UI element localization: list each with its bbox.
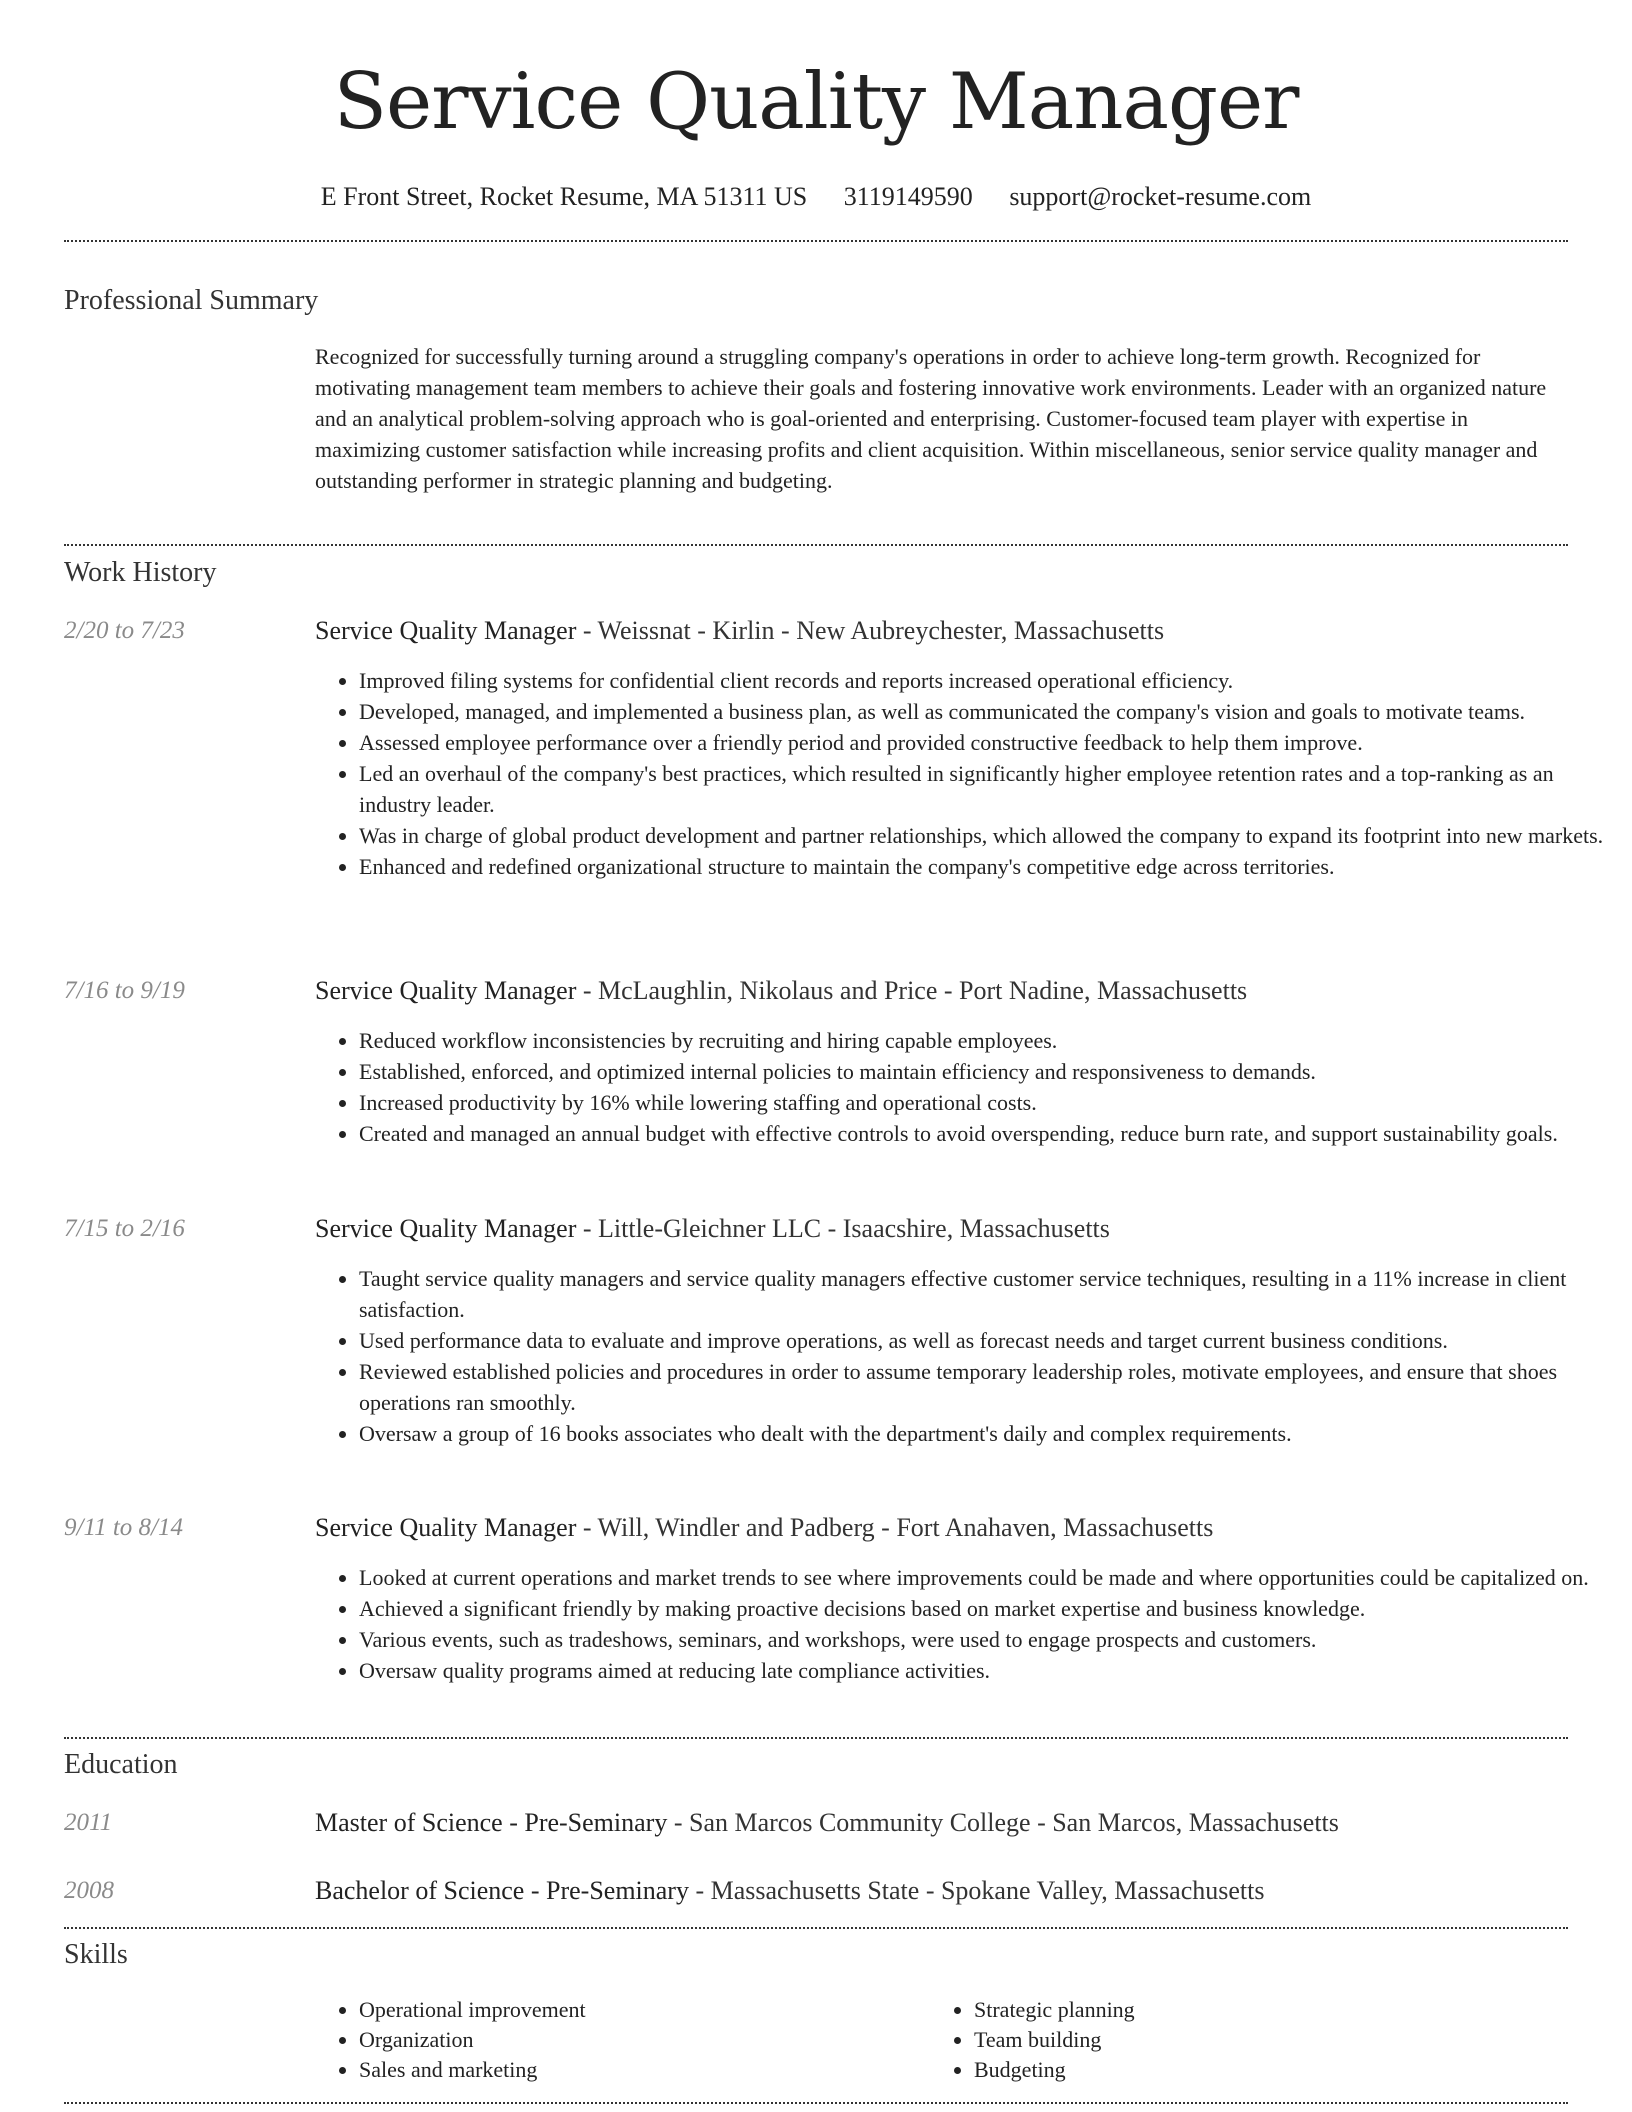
divider [64,1737,1568,1739]
job-dates: 7/16 to 9/19 [64,977,185,1004]
job-bullet: • Various events, such as tradeshows, seminars, and workshops, were used to engage prospects and customers. [359,1624,1609,1655]
job-employer: - Will, Windler and Padberg - Fort Anahaven, Massachusetts [576,1513,1214,1542]
contact-phone: 3119149590 [843,182,973,211]
summary-heading: Professional Summary [64,285,319,316]
job-employer: - Weissnat - Kirlin - New Aubreychester, Massachusetts [576,616,1165,645]
skill-item: • Sales and marketing [359,2055,919,2085]
education-year: 2011 [64,1809,113,1836]
job-employer: - McLaughlin, Nikolaus and Price - Port Nadine, Massachusetts [576,976,1248,1005]
job-role: Service Quality Manager [315,1214,577,1243]
divider [64,1927,1568,1929]
job-bullets [315,1562,1609,1686]
contact-line [0,180,1632,214]
job-title [315,1212,1110,1246]
job-bullets [315,665,1609,882]
job-bullet: • Used performance data to evaluate and improve operations, as well as forecast needs and target current business conditions. [359,1325,1609,1356]
job-bullet: • Led an overhaul of the company's best practices, which resulted in significantly higher employee retention rates and a top-ranking as an industry leader. [359,758,1609,820]
job-bullet: • Looked at current operations and market trends to see where improvements could be made and where opportunities could be capitalized on. [359,1562,1609,1593]
job-bullet: • Improved filing systems for confidential client records and reports increased operational efficiency. [359,665,1609,696]
job-bullet: • Reduced workflow inconsistencies by recruiting and hiring capable employees. [359,1025,1609,1056]
job-title [315,974,1247,1008]
job-role: Service Quality Manager [315,1513,577,1542]
job-bullet: • Oversaw a group of 16 books associates who dealt with the department's daily and complex requirements. [359,1418,1609,1449]
divider [64,240,1568,242]
job-bullet: • Enhanced and redefined organizational structure to maintain the company's competitive edge across territories. [359,851,1609,882]
contact-email: support@rocket-resume.com [1009,182,1312,211]
job-bullet: • Reviewed established policies and procedures in order to assume temporary leadership roles, motivate employees, and ensure that shoes operations ran smoothly. [359,1356,1609,1418]
job-bullet: • Established, enforced, and optimized internal policies to maintain efficiency and responsiveness to demands. [359,1056,1609,1087]
skill-item: • Operational improvement [359,1995,919,2025]
summary-text: Recognized for successfully turning around a struggling company's operations in order to achieve long-term growth. Recognized for motivating management team members to achieve their goals and fostering innovative work environments. Leader with an organized nature and an analytical problem-solving approach who is goal-oriented and enterprising. Customer-focused team player with expertise in maximizing customer satisfaction while increasing profits and client acquisition. Within miscellaneous, senior service quality manager and outstanding performer in strategic planning and budgeting. [315,344,1547,493]
contact-address: E Front Street, Rocket Resume, MA 51311 US [320,182,808,211]
divider [64,2102,1568,2104]
skill-item: • Team building [974,2025,1534,2055]
education-school: - Massachusetts State - Spokane Valley, Massachusetts [688,1876,1265,1905]
job-bullet: • Was in charge of global product development and partner relationships, which allowed the company to expand its footprint into new markets. [359,820,1609,851]
job-bullet: • Assessed employee performance over a friendly period and provided constructive feedback to help them improve. [359,727,1609,758]
skill-item: • Strategic planning [974,1995,1534,2025]
job-bullet: • Taught service quality managers and service quality managers effective customer service techniques, resulting in a 11% increase in client satisfaction. [359,1263,1609,1325]
job-bullet: • Created and managed an annual budget with effective controls to avoid overspending, reduce burn rate, and support sustainability goals. [359,1118,1609,1149]
education-degree: Bachelor of Science - Pre-Seminary [315,1876,689,1905]
education-title [315,1806,1339,1840]
job-bullet: • Achieved a significant friendly by making proactive decisions based on market expertise and business knowledge. [359,1593,1609,1624]
skill-item: • Organization [359,2025,919,2055]
resume-header [0,0,1632,214]
divider [64,544,1568,546]
skills-list-left [315,1995,919,2085]
education-school: - San Marcos Community College - San Marcos, Massachusetts [667,1808,1339,1837]
job-role: Service Quality Manager [315,976,577,1005]
job-title [315,614,1164,648]
job-bullets [315,1025,1609,1149]
job-role: Service Quality Manager [315,616,577,645]
job-employer: - Little-Gleichner LLC - Isaacshire, Massachusetts [576,1214,1110,1243]
job-title [315,1511,1213,1545]
job-dates: 7/15 to 2/16 [64,1215,185,1242]
education-heading: Education [64,1749,178,1780]
job-dates: 9/11 to 8/14 [64,1514,183,1541]
job-bullet: • Oversaw quality programs aimed at reducing late compliance activities. [359,1655,1609,1686]
education-degree: Master of Science - Pre-Seminary [315,1808,668,1837]
job-bullet: • Increased productivity by 16% while lowering staffing and operational costs. [359,1087,1609,1118]
job-bullet: • Developed, managed, and implemented a business plan, as well as communicated the company's vision and goals to motivate teams. [359,696,1609,727]
education-title [315,1874,1264,1908]
candidate-name: Service Quality Manager [333,57,1299,147]
skills-heading: Skills [64,1939,128,1970]
skills-list-right [930,1995,1534,2085]
job-dates: 2/20 to 7/23 [64,617,185,644]
education-year: 2008 [64,1877,114,1904]
work-history-heading: Work History [64,557,217,588]
job-bullets [315,1263,1609,1449]
skill-item: • Budgeting [974,2055,1534,2085]
